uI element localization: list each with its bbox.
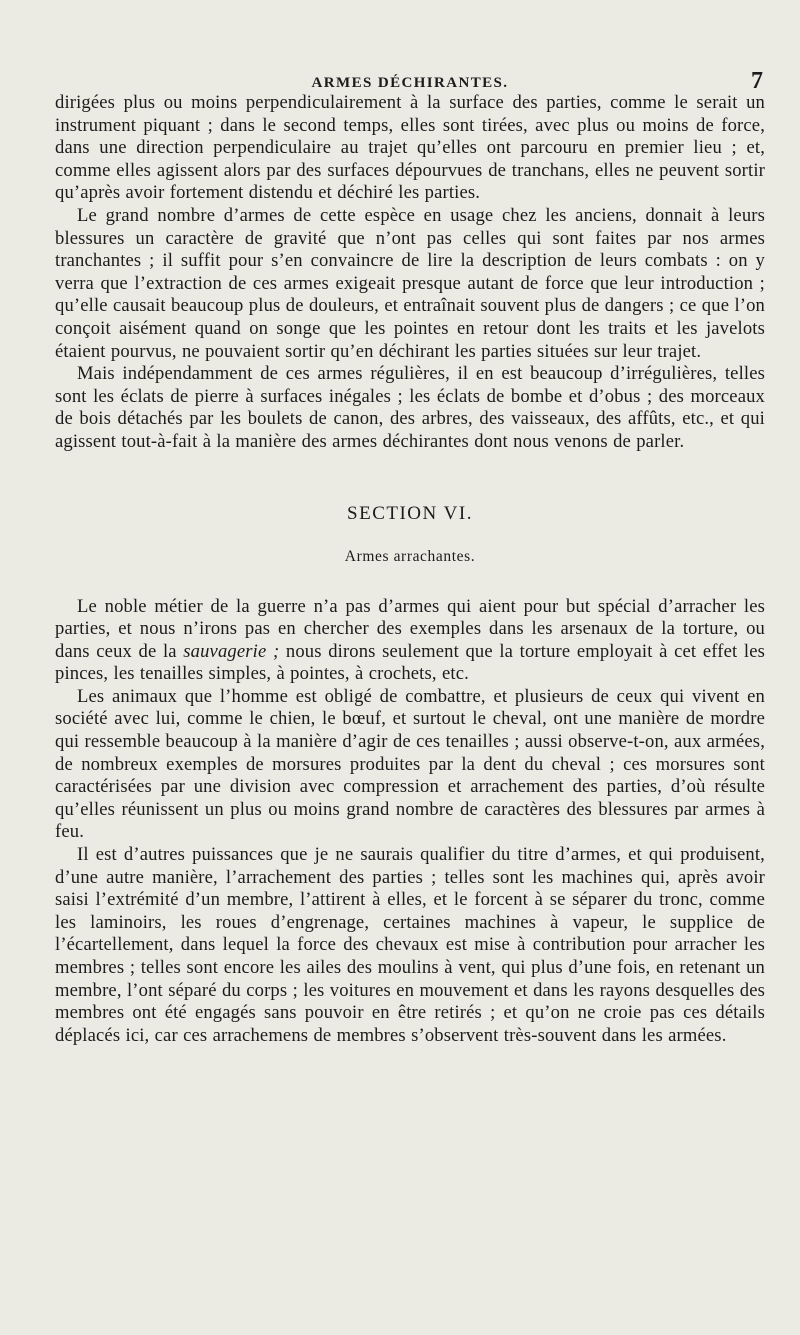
emphasis-sauvagerie: sauvagerie ;	[183, 640, 280, 662]
paragraph-torture	[55, 596, 765, 686]
paragraph-machines: Il est d’autres puissances que je ne saurais qualifier du titre d’armes, et qui produisent, d’une autre manière, l’arrachement des parties ; telles sont les machines qui, après avoir saisi l’extrémité d’un membre, l’attirent à elles, et le forcent à se séparer du tronc, comme les laminoirs, les roues d’engrenage, certaines machines à vapeur, le supplice de l’écartellement, dans lequel la force des chevaux est mise à contribution pour arracher les membres ; telles sont encore les ailes des moulins à vent, qui plus d’une fois, en retenant un membre, l’ont séparé du corps ; les voitures en mouvement et dans les rayons desquelles des membres ont été engagés sans pouvoir en être retirés ; et qu’on ne croie pas ces détails déplacés ici, car ces arrachemens de membres s’observent très-souvent dans les armées.	[55, 844, 765, 1046]
paragraph-torture-text-start: Le noble métier de la guerre n’a pas d’armes qui aient pour but spécial d’arracher les parties, et nous n’irons pas en chercher des exemples dans les arsenaux de la torture, ou dans ceux de la	[55, 595, 765, 662]
section-subheading: Armes arrachantes.	[344, 547, 476, 565]
paragraph-torture-text-end: nous dirons seulement que la torture employait à cet effet les pinces, les tenailles simples, à pointes, à crochets, etc.	[55, 640, 765, 685]
running-title: ARMES DÉCHIRANTES.	[311, 75, 509, 91]
page-header	[55, 68, 765, 94]
paragraph-ancient-weapons: Le grand nombre d’armes de cette espèce en usage chez les anciens, donnait à leurs blessures un caractère de gravité que n’ont pas celles qui sont faites par nos armes tranchantes ; il suffit pour s’en convaincre de lire la description de leurs combats : on y verra que l’extraction de ces armes exigeait presque autant de force que leur introduction ; qu’elle causait beaucoup plus de douleurs, et entraînait souvent plus de dangers ; ce que l’on conçoit aisément quand on songe que les pointes en retour dont les traits et les javelots étaient pourvus, ne pouvaient sortir qu’en déchirant les parties situées sur leur trajet.	[55, 204, 765, 362]
section-heading: SECTION VI.	[347, 502, 473, 524]
page-body	[55, 92, 765, 1047]
paragraph-irregular-weapons: Mais indépendamment de ces armes régulières, il en est beaucoup d’irrégulières, telles sont les éclats de pierre à surfaces inégales ; les éclats de bombe et d’obus ; des morceaux de bois détachés par les boulets de canon, des arbres, des vaisseaux, des affûts, etc., et qui agissent tout-à-fait à la manière des armes déchirantes dont nous venons de parler.	[55, 363, 765, 452]
paragraph-continuation: dirigées plus ou moins perpendiculairement à la surface des parties, comme le serait un instrument piquant ; dans le second temps, elles sont tirées, avec plus ou moins de force, dans une direction perpendiculaire au trajet qu’elles ont parcouru en premier lieu ; et, comme elles agissent alors par des surfaces dépourvues de tranchans, elles ne peuvent sortir qu’après avoir fortement distendu et déchiré les parties.	[55, 92, 765, 204]
page-number: 7	[751, 68, 763, 94]
paragraph-animal-bites: Les animaux que l’homme est obligé de combattre, et plusieurs de ceux qui vivent en société avec lui, comme le chien, le bœuf, et surtout le cheval, ont une manière de mordre qui ressemble beaucoup à la manière d’agir de ces tenailles ; aussi observe-t-on, aux armées, de nombreux exemples de morsures produites par la dent du cheval ; ces morsures sont caractérisées par une division avec compression et arrachement des parties, d’où résulte qu’elles réunissent un plus ou moins grand nombre de caractères des blessures par armes à feu.	[55, 685, 765, 843]
